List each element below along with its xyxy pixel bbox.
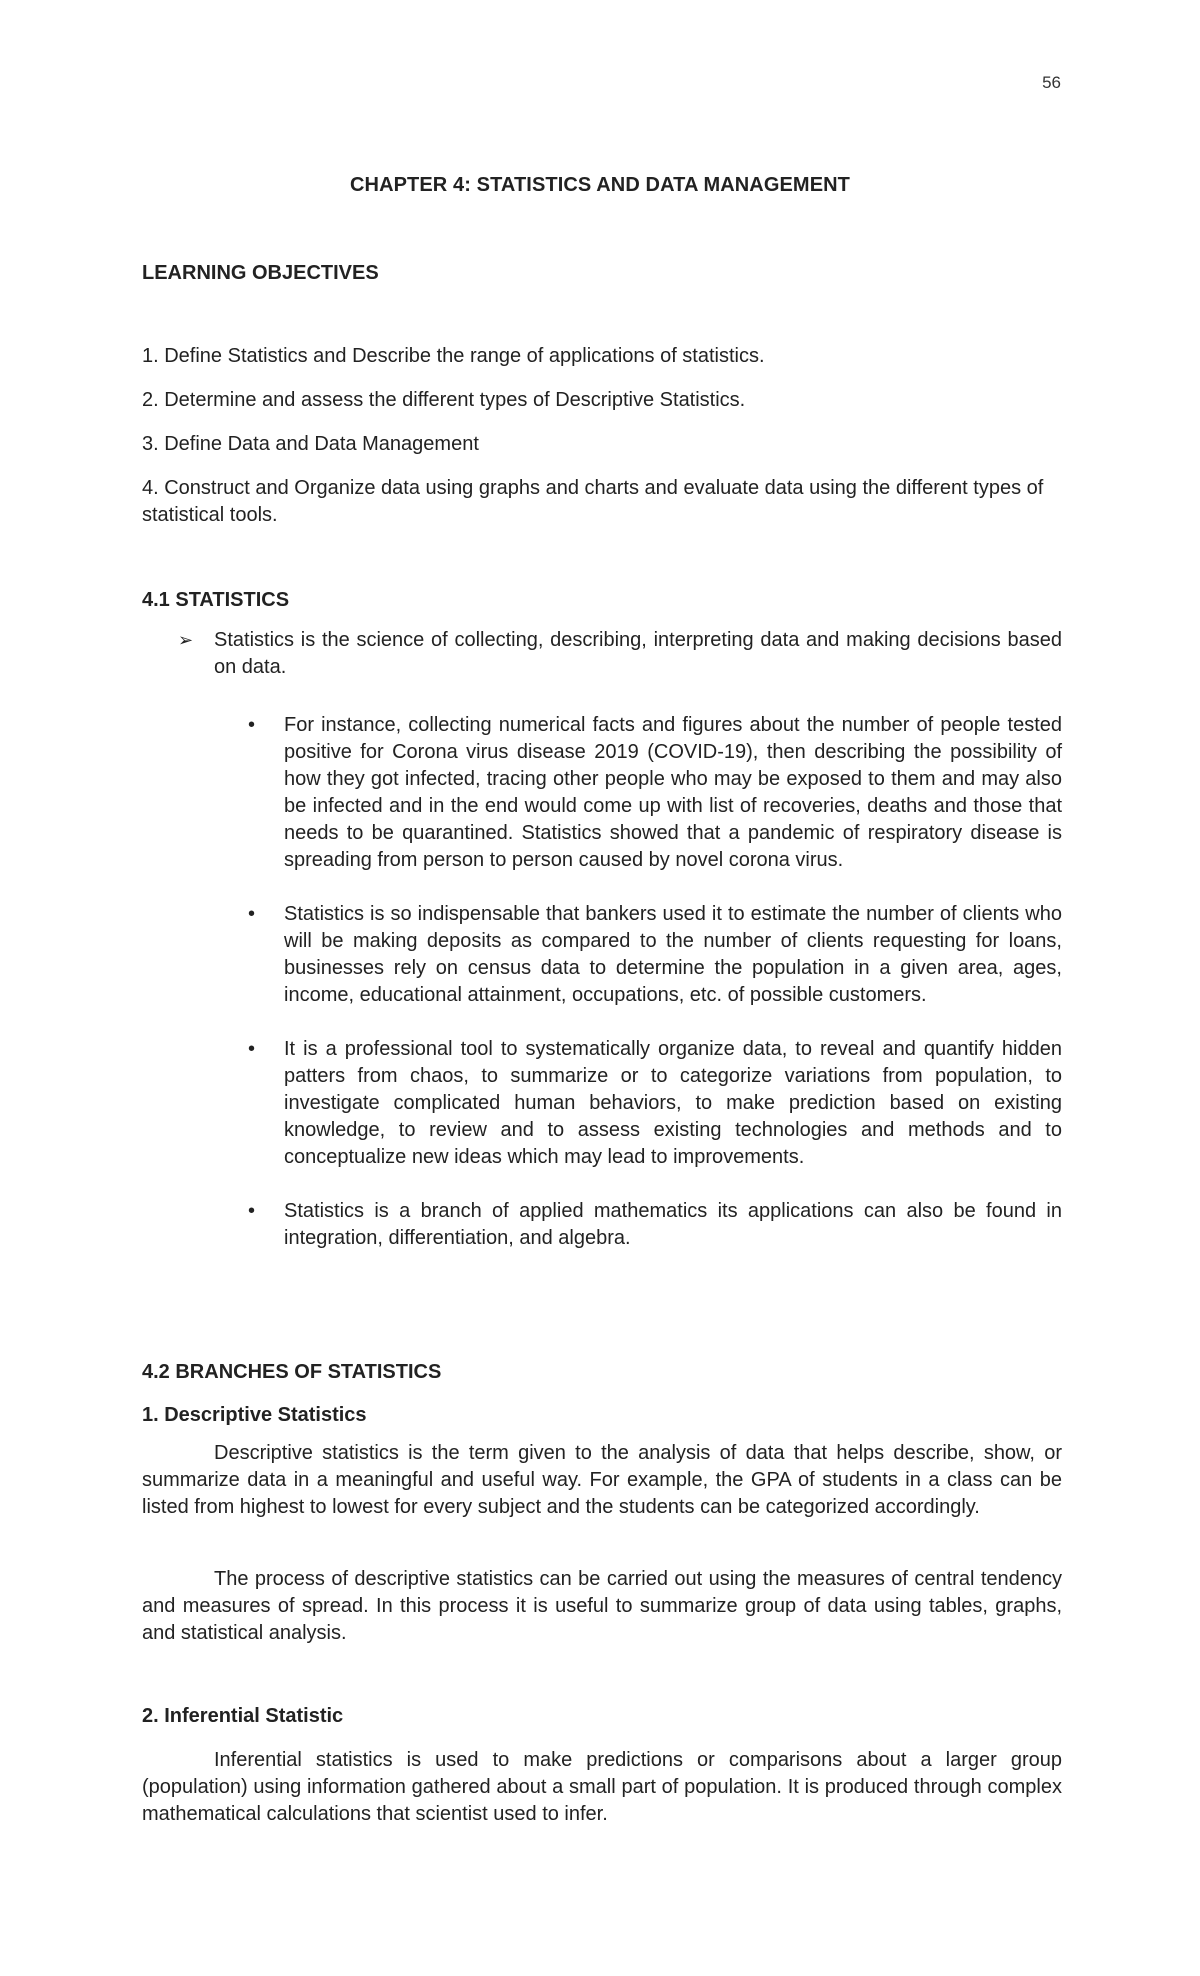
objective-item: 4. Construct and Organize data using graphs and charts and evaluate data using the different types of statistical tools. xyxy=(142,477,1044,526)
list-item xyxy=(248,901,1062,1009)
objective-item: 3. Define Data and Data Management xyxy=(142,433,479,455)
learning-objectives-list xyxy=(142,343,1062,546)
descriptive-paragraph-1: Descriptive statistics is the term given to the analysis of data that helps describe, show, or summarize data in a meaningful and useful way. For example, the GPA of students in a class can be listed from highest to lowest for every subject and the students can be categorized accordingly. xyxy=(142,1442,1062,1518)
bullet-text: It is a professional tool to systematically organize data, to reveal and quantify hidden patters from chaos, to summarize or to categorize variations from population, to investigate complicated human behaviors, to make prediction based on existing knowledge, to review and to assess existing technologies and methods and to conceptualize new ideas which may lead to improvements. xyxy=(284,1038,1062,1168)
list-item xyxy=(248,1198,1062,1252)
section-4-1-heading: 4.1 STATISTICS xyxy=(142,589,290,611)
descriptive-paragraph-2: The process of descriptive statistics can be carried out using the measures of central tendency and measures of spread. In this process it is useful to summarize group of data using tables, graphs, and statistical analysis. xyxy=(142,1568,1062,1644)
list-item xyxy=(248,712,1062,874)
bullet-text: Statistics is a branch of applied mathematics its applications can also be found in integration, differentiation, and algebra. xyxy=(284,1200,1062,1249)
bullet-text: For instance, collecting numerical facts and figures about the number of people tested positive for Corona virus disease 2019 (COVID-19), then describing the possibility of how they got infected, tracing other people who may be exposed to them and may also be infected and in the end would come up with list of recoveries, deaths and those that needs to be quarantined. Statistics showed that a pandemic of respiratory disease is spreading from person to person caused by novel corona virus. xyxy=(284,714,1062,871)
arrow-bullet-icon: ➢ xyxy=(178,630,194,650)
descriptive-statistics-heading: 1. Descriptive Statistics xyxy=(142,1404,367,1426)
page-number: 56 xyxy=(1042,73,1061,92)
definition-text: Statistics is the science of collecting, describing, interpreting data and making decisions based on data. xyxy=(214,629,1062,678)
objective-item: 2. Determine and assess the different types of Descriptive Statistics. xyxy=(142,389,746,411)
bullet-icon: • xyxy=(248,903,256,925)
section-4-2-heading: 4.2 BRANCHES OF STATISTICS xyxy=(142,1361,442,1383)
statistics-definition xyxy=(178,627,1062,681)
inferential-statistic-heading: 2. Inferential Statistic xyxy=(142,1705,344,1727)
list-item xyxy=(248,1036,1062,1171)
bullet-icon: • xyxy=(248,714,256,736)
bullet-text: Statistics is so indispensable that bankers used it to estimate the number of clients who will be making deposits as compared to the number of clients requesting for loans, businesses rely on census data to determine the population in a given area, ages, income, educational attainment, occupations, etc. of possible customers. xyxy=(284,903,1062,1006)
inferential-paragraph-1: Inferential statistics is used to make predictions or comparisons about a larger group (population) using information gathered about a small part of population. It is produced through complex mathematical calculations that scientist used to infer. xyxy=(142,1749,1062,1825)
learning-objectives-heading: LEARNING OBJECTIVES xyxy=(142,262,379,284)
chapter-title: CHAPTER 4: STATISTICS AND DATA MANAGEMENT xyxy=(349,174,850,196)
objective-item: 1. Define Statistics and Describe the range of applications of statistics. xyxy=(142,345,765,367)
bullet-icon: • xyxy=(248,1038,256,1060)
bullet-icon: • xyxy=(248,1200,256,1222)
statistics-bullet-list xyxy=(248,712,1062,1279)
